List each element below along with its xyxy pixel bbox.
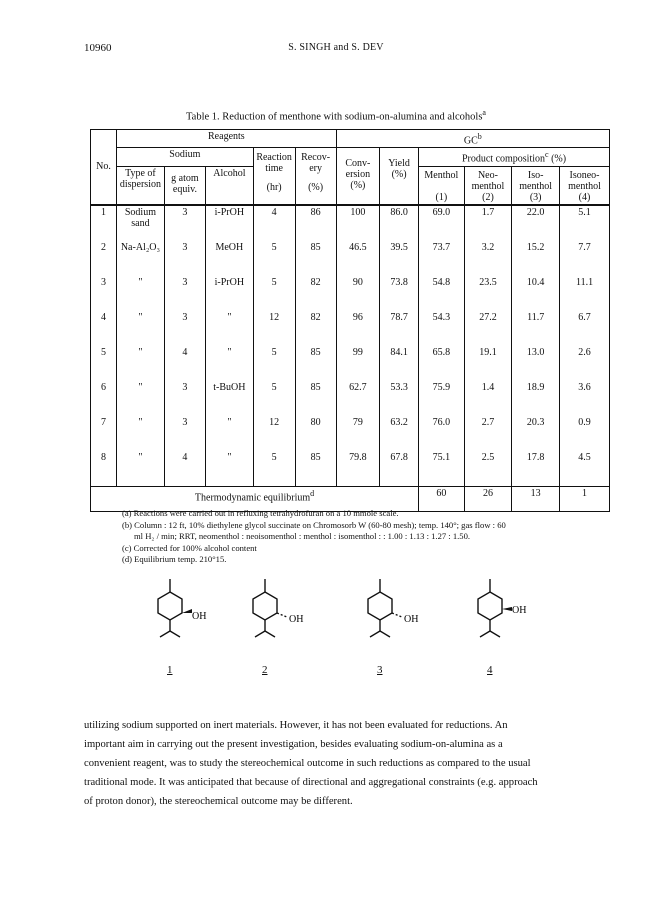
col-header-g-atom: g atom equiv. <box>164 166 205 205</box>
cell-isomenthol: 22.0 <box>512 205 560 241</box>
group-header-reagents: Reagents <box>117 130 337 148</box>
cell-reaction-time: 12 <box>253 311 295 346</box>
structure-2-neomenthol <box>235 575 315 647</box>
cell-alcohol: " <box>206 416 254 451</box>
cell-no: 5 <box>91 346 117 381</box>
col-header-reaction-time: Reaction time <box>253 148 295 182</box>
cell-yield: 39.5 <box>380 241 419 276</box>
cell-dispersion: " <box>117 416 165 451</box>
cell-conversion: 90 <box>336 276 379 311</box>
gc-footnote-mark: b <box>477 132 482 141</box>
caption-footnote-mark: a <box>482 108 486 117</box>
cell-yield: 73.8 <box>380 276 419 311</box>
cell-alcohol: " <box>206 346 254 381</box>
table-row <box>91 241 610 276</box>
cell-neomenthol: 1.7 <box>464 205 512 241</box>
structure-4-isoneomenthol <box>460 575 540 647</box>
cell-yield: 86.0 <box>380 205 419 241</box>
group-header-sodium: Sodium <box>117 148 254 166</box>
cell-recovery: 85 <box>295 381 336 416</box>
running-head-authors: S. SINGH and S. DEV <box>288 42 384 53</box>
col-header-isoneomenthol: Isoneo-menthol (4) <box>560 166 610 205</box>
cell-dispersion: Na-Al₂O₃ <box>117 241 165 276</box>
cell-isoneomenthol: 6.7 <box>560 311 610 346</box>
footnote-b-line1: (b) Column : 12 ft, 10% diethylene glycol succinate on Chromosorb W (60-80 mesh); temp. 140°; gas flow : 60 <box>122 519 506 530</box>
col-header-neomenthol: Neo-menthol (2) <box>464 166 512 205</box>
cell-menthol: 54.3 <box>419 311 465 346</box>
col-header-reaction-time-unit: (hr) <box>253 181 295 204</box>
table-row <box>91 346 610 381</box>
cell-reaction-time: 5 <box>253 451 295 487</box>
cell-neomenthol: 1.4 <box>464 381 512 416</box>
structure-4-number: 4 <box>487 664 493 676</box>
equilibrium-menthol: 60 <box>419 486 465 511</box>
cell-dispersion: " <box>117 276 165 311</box>
cell-no: 4 <box>91 311 117 346</box>
cell-isomenthol: 17.8 <box>512 451 560 487</box>
cell-recovery: 80 <box>295 416 336 451</box>
structure-3-number: 3 <box>377 664 383 676</box>
table-row <box>91 205 610 241</box>
cell-recovery: 85 <box>295 241 336 276</box>
paragraph-line: important aim in carrying out the present investigation, besides evaluating sodium-on-alumina as a <box>84 739 503 750</box>
cell-dispersion: " <box>117 381 165 416</box>
table-row <box>91 451 610 487</box>
cell-no: 7 <box>91 416 117 451</box>
structure-3-isomenthol <box>350 575 430 647</box>
cell-g-atom: 3 <box>164 381 205 416</box>
cell-recovery: 82 <box>295 276 336 311</box>
col-header-conversion: Conv-ersion (%) <box>336 148 379 205</box>
structure-3-oh-label: OH <box>404 614 419 625</box>
cell-g-atom: 3 <box>164 416 205 451</box>
cell-dispersion: " <box>117 451 165 487</box>
cell-recovery: 86 <box>295 205 336 241</box>
cell-neomenthol: 19.1 <box>464 346 512 381</box>
cell-neomenthol: 3.2 <box>464 241 512 276</box>
cell-isomenthol: 15.2 <box>512 241 560 276</box>
cell-menthol: 69.0 <box>419 205 465 241</box>
cell-isomenthol: 11.7 <box>512 311 560 346</box>
cell-isoneomenthol: 7.7 <box>560 241 610 276</box>
group-header-product-composition: Product composition$^c$ (%) <box>419 148 610 166</box>
structure-2-number: 2 <box>262 664 268 676</box>
cell-yield: 67.8 <box>380 451 419 487</box>
cell-menthol: 54.8 <box>419 276 465 311</box>
cell-alcohol: " <box>206 451 254 487</box>
cell-isomenthol: 13.0 <box>512 346 560 381</box>
cell-isoneomenthol: 4.5 <box>560 451 610 487</box>
structure-1-oh-label: OH <box>192 611 207 622</box>
cell-alcohol: MeOH <box>206 241 254 276</box>
page-number: 10960 <box>84 42 112 54</box>
group-header-gc: $GC^b$ <box>336 130 609 148</box>
cell-no: 2 <box>91 241 117 276</box>
footnote-c: (c) Corrected for 100% alcohol content <box>122 542 257 553</box>
cell-alcohol: i-PrOH <box>206 205 254 241</box>
table-body <box>91 205 610 487</box>
cell-isoneomenthol: 3.6 <box>560 381 610 416</box>
cell-conversion: 100 <box>336 205 379 241</box>
cell-yield: 84.1 <box>380 346 419 381</box>
cell-recovery: 82 <box>295 311 336 346</box>
cell-neomenthol: 2.5 <box>464 451 512 487</box>
cell-isoneomenthol: 11.1 <box>560 276 610 311</box>
cell-reaction-time: 5 <box>253 381 295 416</box>
table-row <box>91 311 610 346</box>
cell-menthol: 73.7 <box>419 241 465 276</box>
col-header-yield: Yield (%) <box>380 148 419 205</box>
cell-alcohol: " <box>206 311 254 346</box>
cell-yield: 53.3 <box>380 381 419 416</box>
equilibrium-isomenthol: 13 <box>512 486 560 511</box>
cell-reaction-time: 5 <box>253 346 295 381</box>
col-header-type-dispersion: Type of dispersion <box>117 166 165 205</box>
table-caption: Table 1. Reduction of menthone with sodium-on-alumina and alcohols$^a$ <box>186 108 486 123</box>
cell-dispersion: Sodium sand <box>117 205 165 241</box>
col-header-no: No. <box>91 130 117 205</box>
paragraph-line: utilizing sodium supported on inert materials. However, it has not been evaluated for reductions. An <box>84 720 508 731</box>
col-header-recovery-unit: (%) <box>295 181 336 204</box>
cell-g-atom: 4 <box>164 346 205 381</box>
cell-reaction-time: 4 <box>253 205 295 241</box>
structure-2-oh-label: OH <box>289 614 304 625</box>
cell-conversion: 46.5 <box>336 241 379 276</box>
cell-recovery: 85 <box>295 346 336 381</box>
cell-neomenthol: 23.5 <box>464 276 512 311</box>
cell-menthol: 76.0 <box>419 416 465 451</box>
results-table <box>90 129 610 512</box>
table-row <box>91 276 610 311</box>
cell-no: 8 <box>91 451 117 487</box>
cell-no: 6 <box>91 381 117 416</box>
table-row <box>91 381 610 416</box>
cell-isomenthol: 18.9 <box>512 381 560 416</box>
cell-yield: 78.7 <box>380 311 419 346</box>
structure-4-oh-label: OH <box>512 605 527 616</box>
cell-neomenthol: 2.7 <box>464 416 512 451</box>
equilibrium-footnote-mark: d <box>310 488 315 498</box>
cell-isoneomenthol: 5.1 <box>560 205 610 241</box>
cell-conversion: 79 <box>336 416 379 451</box>
paragraph-line: traditional mode. It was anticipated that because of directional and aggregational constraints (e.g. approach <box>84 777 538 788</box>
footnote-a: (a) Reactions were carried out in refluxing tetrahydrofuran on a 10 mmole scale. <box>122 508 399 518</box>
cell-menthol: 75.1 <box>419 451 465 487</box>
cell-menthol: 65.8 <box>419 346 465 381</box>
cell-reaction-time: 5 <box>253 276 295 311</box>
cell-alcohol: t-BuOH <box>206 381 254 416</box>
composition-footnote-mark: c <box>545 150 549 160</box>
paragraph-line: convenient reagent, was to study the stereochemical outcome in such reductions as compared to the usual <box>84 758 531 769</box>
cell-conversion: 96 <box>336 311 379 346</box>
cell-g-atom: 3 <box>164 311 205 346</box>
cell-g-atom: 4 <box>164 451 205 487</box>
cell-dispersion: " <box>117 346 165 381</box>
cell-g-atom: 3 <box>164 205 205 241</box>
table-footnotes <box>122 508 506 566</box>
equilibrium-neomenthol: 26 <box>464 486 512 511</box>
col-header-menthol: Menthol (1) <box>419 166 465 205</box>
cell-isomenthol: 20.3 <box>512 416 560 451</box>
cell-alcohol: i-PrOH <box>206 276 254 311</box>
cell-isoneomenthol: 0.9 <box>560 416 610 451</box>
col-header-isomenthol: Iso-menthol (3) <box>512 166 560 205</box>
cell-menthol: 75.9 <box>419 381 465 416</box>
footnote-d: (d) Equilibrium temp. 210°15. <box>122 554 227 565</box>
structure-1-menthol <box>140 575 220 647</box>
table-row <box>91 416 610 451</box>
body-paragraph <box>84 716 604 811</box>
cell-conversion: 79.8 <box>336 451 379 487</box>
cell-isoneomenthol: 2.6 <box>560 346 610 381</box>
cell-reaction-time: 5 <box>253 241 295 276</box>
cell-yield: 63.2 <box>380 416 419 451</box>
col-header-recovery: Recov-ery <box>295 148 336 182</box>
cell-reaction-time: 12 <box>253 416 295 451</box>
equilibrium-isoneomenthol: 1 <box>560 486 610 511</box>
cell-neomenthol: 27.2 <box>464 311 512 346</box>
cell-g-atom: 3 <box>164 276 205 311</box>
cell-conversion: 99 <box>336 346 379 381</box>
col-header-alcohol: Alcohol <box>206 166 254 205</box>
cell-g-atom: 3 <box>164 241 205 276</box>
structure-1-number: 1 <box>167 664 173 676</box>
equilibrium-label: Thermodynamic equilibrium$^d$ <box>91 486 419 511</box>
cell-no: 3 <box>91 276 117 311</box>
cell-dispersion: " <box>117 311 165 346</box>
cell-recovery: 85 <box>295 451 336 487</box>
footnote-b-line2: ml H₂ / min; RRT, neomenthol : neoisomenthol : menthol : isomenthol : : 1.00 : 1.13 : 1.27 : 1.50. <box>134 531 471 542</box>
paragraph-line: of proton donor), the stereochemical outcome may be different. <box>84 796 353 807</box>
cell-no: 1 <box>91 205 117 241</box>
cell-isomenthol: 10.4 <box>512 276 560 311</box>
cell-conversion: 62.7 <box>336 381 379 416</box>
